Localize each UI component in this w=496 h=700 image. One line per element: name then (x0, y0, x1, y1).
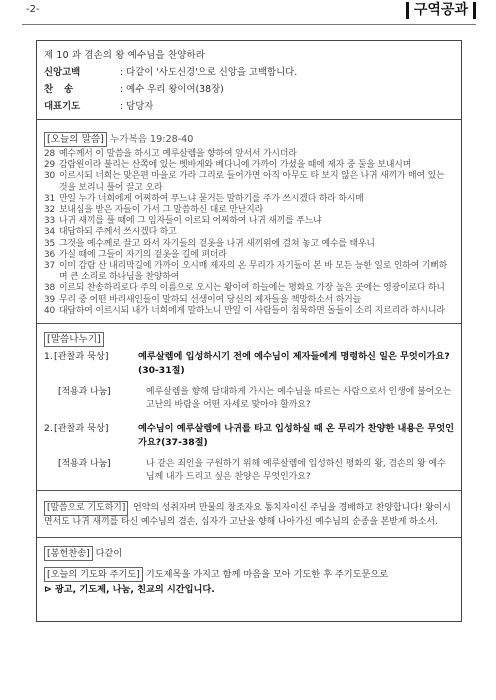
verse (44, 160, 454, 171)
verse-number: 39 (44, 294, 55, 305)
verse-text: 이르시되 너희는 맞은편 마을로 가라 그리로 들어가면 아직 아무도 타 보지 않은 나귀 새끼가 매여 있는 것을 보리니 풀어 끌고 오라 (59, 171, 445, 193)
verse-number: 36 (44, 249, 55, 260)
apply-text: 예루살렘을 향해 담대하게 가시는 예수님을 따르는 사람으로서 인생에 불어오는 고난의 바람을 어떤 자세로 맞아야 할까요? (146, 387, 452, 411)
verse-number: 28 (44, 149, 55, 159)
verse (44, 250, 454, 261)
header-row-prayer (44, 98, 454, 115)
verse-number: 34 (44, 227, 55, 238)
question-label: [관찰과 묵상] (54, 351, 109, 363)
verse-number: 35 (44, 238, 55, 249)
apply-label: [적용과 나눔] (58, 459, 111, 470)
header-value: 다같이 '사도신경'으로 신앙을 고백합니다. (126, 67, 298, 78)
verse-text: 무리 중 어떤 바리새인들이 말하되 선생이여 당신의 제자들을 책망하소서 하거늘 (59, 294, 362, 305)
verse-number: 30 (44, 171, 55, 182)
header-sep: : (120, 67, 124, 78)
verse (44, 283, 454, 294)
question-text: 예수님이 예루살렘에 나귀를 타고 입성하실 때 온 무리가 찬양한 내용은 무엇인가요?(37-38절) (138, 423, 454, 449)
prayer-text: 언약의 성취자며 만물의 창조자요 통치자이신 주님을 경배하고 찬양합니다! 왕이시면서도 나귀 새끼를 타신 예수님의 겸손, 십자가 고난을 향해 나아가신 예수님의 순종을 본받게 하소서. (44, 503, 451, 528)
verse-text: 대답하여 이르시되 내가 너희에게 말하노니 만일 이 사람들이 침묵하면 돌들이 소리 지르리라 하시니라 (59, 305, 445, 316)
verse (44, 261, 454, 283)
verse (44, 227, 454, 238)
header-row-confession (44, 64, 454, 81)
question-text: 예루살렘에 입성하시기 전에 예수님이 제자들에게 명령하신 일은 무엇이가요?(30-31절) (138, 351, 450, 377)
verse-number: 40 (44, 305, 55, 316)
closing-section (44, 567, 454, 597)
lesson-header (37, 41, 461, 120)
verse-number: 37 (44, 261, 55, 272)
offering-section (44, 546, 454, 561)
offering-label: [봉헌찬송] (44, 546, 93, 561)
header-sep: : (120, 101, 124, 112)
verse (44, 171, 454, 193)
verse-number: 33 (44, 216, 55, 227)
closing-item: ⊳ 광고, 기도제, 나눔, 친교의 시간입니다. (44, 584, 215, 596)
verse-text: 이미 감람 산 내리막길에 가까이 오시매 제자의 온 무리가 자기들이 본 바 모든 능한 일로 인하여 기뻐하며 큰 소리로 하나님을 찬양하여 (59, 261, 448, 283)
header-key: 찬송 (44, 84, 85, 95)
question-2 (44, 422, 454, 450)
verse (44, 295, 454, 306)
header-value: 담당자 (126, 101, 154, 112)
header-key: 대표기도 (44, 101, 81, 112)
offering-text: 다같이 (95, 548, 123, 560)
lesson-frame (36, 40, 462, 622)
verse-list (44, 149, 454, 317)
verse-number: 32 (44, 205, 55, 216)
apply-1 (44, 386, 454, 412)
closing-text: 기도제목을 가지고 함께 마음을 모아 기도한 후 주기도문으로 (145, 569, 389, 581)
apply-label: [적용과 나눔] (58, 387, 111, 398)
verse-text: 예수께서 이 말씀을 하시고 예루살렘을 향하여 앞서서 가시더라 (59, 149, 297, 159)
question-1 (44, 350, 454, 378)
section-badge: 구역공과 (406, 2, 476, 19)
section-divider (37, 537, 461, 538)
apply-text: 나 같은 죄인을 구원하기 위해 예루살렘에 입성하신 평화의 왕, 겸손의 왕 예수님께 내가 드리고 싶은 찬양은 무엇인가요? (146, 459, 446, 483)
header-key: 신앙고백 (44, 67, 81, 78)
page-number: -2- (26, 4, 40, 15)
verse-text: 가실 때에 그들이 자기의 겉옷을 길에 펴더라 (59, 249, 227, 260)
header-value: 예수 우리 왕이여(38장) (126, 84, 224, 95)
lesson-title: 제 10 과 겸손의 왕 예수님을 찬양하라 (44, 50, 205, 61)
verse-text: 그것을 예수께로 끌고 와서 자기들의 겉옷을 나귀 새끼위에 걸쳐 놓고 예수를 태우니 (59, 238, 375, 249)
verse (44, 239, 454, 250)
question-number: 1. (44, 351, 53, 363)
question-number: 2. (44, 423, 53, 435)
section-divider (37, 490, 461, 491)
header-row-hymn (44, 81, 454, 98)
reading-heading (44, 131, 454, 147)
verse-number: 38 (44, 283, 55, 294)
section-divider (37, 323, 461, 324)
verse-text: 만일 누가 너희에게 어찌하여 푸느냐 묻거든 말하기를 주가 쓰시겠다 하라 하시매 (59, 193, 364, 204)
prayer-section (44, 501, 454, 529)
verse-text: 나귀 새끼를 풀 때에 그 임자들이 이르되 어찌하여 나귀 새끼를 푸느냐 (59, 216, 322, 227)
verse (44, 216, 454, 227)
verse-text: 감람원이라 불리는 산쪽에 있는 벳바게와 베다니에 가까이 가셨을 때에 제자 중 둘을 보내시며 (59, 160, 412, 171)
closing-label: [오늘의 기도와 주기도] (44, 567, 143, 582)
top-rule (22, 24, 476, 25)
discussion-label: [말씀나누기] (44, 332, 104, 347)
verse-number: 29 (44, 160, 55, 171)
verse (44, 149, 454, 160)
lesson-content (37, 120, 461, 597)
verse (44, 205, 454, 216)
reading-reference: 누가복음 19:28-40 (109, 134, 194, 145)
verse-text: 이르되 찬송하리로다 주의 이름으로 오시는 왕이여 하늘에는 평화요 가장 높은 곳에는 영광이로다 하니 (59, 283, 445, 294)
prayer-label: [말씀으로 기도하기] (44, 501, 128, 516)
discussion-heading (44, 332, 454, 347)
verse (44, 194, 454, 205)
verse-text: 보내심을 받은 자들이 가서 그 말씀하신 대로 만난지라 (59, 205, 264, 216)
verse (44, 306, 454, 317)
verse-number: 31 (44, 193, 55, 204)
apply-2 (44, 458, 454, 484)
verse-text: 대답하되 주께서 쓰시겠다 하고 (59, 227, 177, 238)
reading-label: [오늘의 말씀] (44, 132, 107, 147)
question-label: [관찰과 묵상] (54, 423, 109, 435)
header-sep: : (120, 84, 124, 95)
